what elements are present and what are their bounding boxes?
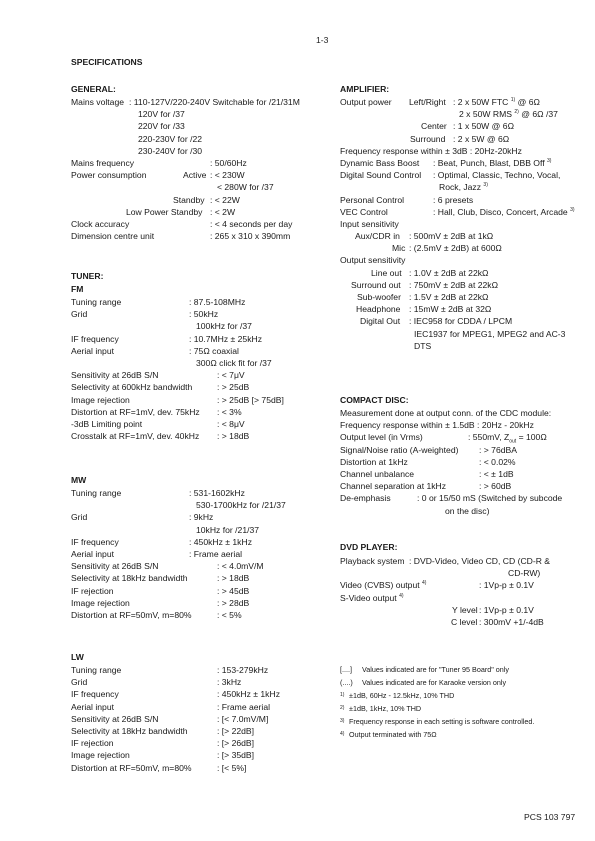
- lw-table: [71, 664, 331, 774]
- spec-sublabel: Line out: [371, 267, 402, 278]
- spec-value: [453, 96, 540, 108]
- spec-label: Output level (in Vrms): [340, 432, 423, 443]
- footnote: [340, 728, 585, 741]
- footnote: [340, 689, 585, 702]
- spec-row: [340, 169, 585, 181]
- spec-label: Playback system: [340, 556, 405, 566]
- spec-sublabel: Surround: [410, 133, 446, 144]
- compact-disc-table: [340, 407, 585, 517]
- spec-label: Frequency response within ± 3dB : 20Hz-20kHz: [340, 145, 522, 156]
- spec-row: [340, 303, 585, 315]
- footnote-marker: 3): [547, 158, 552, 165]
- spec-row: [340, 218, 585, 230]
- spec-row: [71, 572, 331, 584]
- spec-value: : 87.5-108MHz: [189, 297, 246, 307]
- spec-label: Crosstalk at RF=1mV, dev. 40kHz: [71, 431, 200, 442]
- spec-label: [340, 579, 426, 591]
- spec-value: : (2.5mV ± 2dB) at 600Ω: [409, 243, 502, 254]
- mw-heading: MW: [71, 475, 87, 485]
- spec-value: : 1Vp-p ± 0.1V: [479, 580, 534, 591]
- spec-row: [71, 308, 331, 320]
- spec-value: : 1Vp-p ± 0.1V: [479, 604, 534, 615]
- spec-row: [340, 133, 585, 145]
- spec-value: : > 76dBA: [479, 444, 517, 455]
- spec-row: [71, 499, 331, 511]
- spec-sublabel: Low Power Standby: [126, 206, 203, 217]
- spec-row: [71, 548, 331, 560]
- spec-row: [340, 480, 585, 492]
- footnote: [340, 676, 585, 689]
- value-text: : 550mV, Z: [468, 432, 510, 443]
- footnote-text: Values indicated are for Karaoke version only: [362, 678, 507, 687]
- footer-doc-number: PCS 103 797: [524, 812, 576, 822]
- value-text: = 100Ω: [516, 432, 547, 443]
- spec-value: : 6 presets: [433, 194, 474, 205]
- spec-label: Channel unbalance: [340, 468, 415, 479]
- spec-label: Frequency response within ± 1.5dB : 20Hz - 20kHz: [340, 420, 534, 431]
- footnote-marker: 4): [422, 580, 427, 587]
- spec-row: [71, 597, 331, 609]
- spec-sublabel: Surround out: [351, 279, 401, 290]
- spec-row: [71, 749, 331, 761]
- spec-row: [71, 664, 331, 676]
- spec-label: Image rejection: [71, 750, 130, 761]
- value-text: @ 6Ω /37: [518, 109, 558, 120]
- spec-row: [340, 242, 585, 254]
- spec-row: [71, 713, 331, 725]
- spec-label: Tuning range: [71, 488, 122, 498]
- general-heading: GENERAL:: [71, 84, 116, 94]
- spec-row: [71, 108, 331, 120]
- doc-title: SPECIFICATIONS: [71, 57, 143, 67]
- spec-value: : 500mV ± 2dB at 1kΩ: [409, 231, 494, 242]
- spec-label: Selectivity at 600kHz bandwidth: [71, 382, 193, 393]
- spec-row: [71, 169, 331, 181]
- spec-value: : 750mV ± 2dB at 22kΩ: [409, 279, 499, 290]
- spec-value: CD-RW): [508, 568, 541, 579]
- page-number: 1-3: [316, 35, 329, 45]
- spec-label: VEC Control: [340, 206, 388, 217]
- spec-value: : 3kHz: [217, 677, 242, 688]
- spec-value: : IEC958 for CDDA / LPCM: [409, 316, 513, 327]
- spec-label: Grid: [71, 309, 88, 320]
- footnote: [340, 663, 585, 676]
- value-text: Rock, Jazz: [439, 182, 484, 193]
- spec-sublabel: C level: [451, 616, 478, 627]
- spec-label: Input sensitivity: [340, 218, 399, 229]
- amplifier-table: [340, 96, 585, 352]
- spec-label: IF rejection: [71, 585, 114, 596]
- label-text: S-Video output: [340, 592, 400, 603]
- spec-label: IF frequency: [71, 536, 119, 547]
- spec-value: : > 28dB: [217, 597, 250, 608]
- spec-row: [71, 120, 331, 132]
- spec-sublabel: Digital Out: [360, 316, 401, 327]
- spec-row: [340, 444, 585, 456]
- spec-label: Aerial input: [71, 345, 114, 356]
- spec-row: [71, 725, 331, 737]
- spec-row: [71, 157, 331, 169]
- spec-row: [340, 230, 585, 242]
- spec-row: [71, 609, 331, 621]
- spec-value: : < 8μV: [217, 418, 245, 429]
- spec-value: : [> 35dB]: [217, 750, 255, 761]
- spec-value: 300Ω click fit for /37: [196, 357, 272, 368]
- spec-value: on the disc): [445, 505, 490, 516]
- spec-value: 530-1700kHz for /21/37: [196, 500, 286, 511]
- spec-row: [71, 206, 331, 218]
- footnote: [340, 715, 585, 728]
- spec-value: : > 45dB: [217, 585, 250, 596]
- spec-label: De-emphasis: [340, 493, 391, 504]
- spec-value: : < 7μV: [217, 370, 245, 381]
- dvd-player-heading: DVD PLAYER:: [340, 542, 398, 552]
- spec-value: < 280W for /37: [217, 182, 274, 193]
- spec-row: [340, 419, 585, 431]
- spec-label: Distortion at RF=50mV, m=80%: [71, 609, 192, 620]
- spec-value: : 50kHz: [189, 309, 219, 320]
- spec-label: Dynamic Bass Boost: [340, 157, 420, 168]
- spec-value: 100kHz for /37: [196, 321, 252, 332]
- lw-heading: LW: [71, 652, 84, 662]
- spec-row: [71, 369, 331, 381]
- spec-row: [340, 407, 585, 419]
- spec-row: [71, 487, 331, 499]
- spec-row: [340, 96, 585, 108]
- spec-value: : 531-1602kHz: [189, 488, 245, 498]
- spec-value: : Frame aerial: [189, 548, 243, 559]
- value-text: : 2 x 50W FTC: [453, 97, 511, 107]
- spec-sublabel: Mic: [392, 243, 406, 254]
- spec-label: Sensitivity at 26dB S/N: [71, 561, 159, 572]
- spec-label: Aerial input: [71, 701, 114, 712]
- spec-label: Tuning range: [71, 297, 122, 307]
- fm-table: [71, 296, 331, 442]
- spec-row: [340, 616, 585, 628]
- spec-row: [71, 524, 331, 536]
- spec-row: [71, 394, 331, 406]
- spec-value: : 75Ω coaxial: [189, 345, 239, 356]
- spec-value: [439, 181, 488, 193]
- footnote-text: ±1dB, 60Hz - 12.5kHz, 10% THD: [349, 691, 455, 700]
- spec-row: [340, 492, 585, 504]
- value-text: 2 x 50W RMS: [459, 109, 515, 120]
- spec-label: [340, 592, 404, 604]
- footnote-text: ±1dB, 1kHz, 10% THD: [349, 704, 422, 713]
- spec-row: [71, 688, 331, 700]
- spec-row: [340, 267, 585, 279]
- footnote-marker: 1): [510, 97, 516, 104]
- compact-disc-heading: COMPACT DISC:: [340, 395, 409, 405]
- spec-value: : 0 or 15/50 mS (Switched by subcode: [417, 493, 563, 504]
- fm-heading: FM: [71, 284, 84, 294]
- spec-sublabel: Standby: [173, 194, 205, 205]
- spec-value: : 50/60Hz: [210, 157, 247, 168]
- spec-value: : < 22W: [210, 194, 240, 205]
- spec-row: [340, 340, 585, 352]
- spec-value: [433, 206, 575, 218]
- footnote-text: Frequency response in each setting is software controlled.: [349, 717, 535, 726]
- spec-row: [71, 320, 331, 332]
- spec-value: : > 18dB: [217, 431, 250, 442]
- spec-value: : 2 x 5W @ 6Ω: [453, 133, 510, 144]
- tuner-heading: TUNER:: [71, 271, 104, 281]
- spec-row: [340, 315, 585, 327]
- spec-value: : 9kHz: [189, 512, 214, 523]
- footnote-marker: 2): [514, 109, 519, 116]
- spec-row: [340, 206, 585, 218]
- spec-label: Mains voltage: [71, 97, 125, 107]
- spec-label: Distortion at 1kHz: [340, 456, 408, 467]
- spec-row: [71, 701, 331, 713]
- spec-value: : DVD-Video, Video CD, CD (CD-R &: [409, 556, 551, 566]
- spec-sublabel: Y level: [452, 604, 478, 615]
- spec-label: Power consumption: [71, 170, 147, 181]
- spec-sublabel: Headphone: [356, 304, 401, 315]
- spec-row: [71, 194, 331, 206]
- spec-row: [71, 381, 331, 393]
- spec-row: [340, 279, 585, 291]
- spec-value: : 10.7MHz ± 25kHz: [189, 333, 263, 344]
- spec-row: [71, 96, 331, 108]
- footnote-text: Output terminated with 75Ω: [349, 730, 437, 739]
- spec-value: : [< 5%]: [217, 762, 247, 773]
- general-table: [71, 96, 331, 242]
- footnote-marker: 2): [340, 705, 345, 711]
- spec-row: [71, 357, 331, 369]
- footnotes: [340, 663, 585, 741]
- spec-row: [71, 676, 331, 688]
- spec-row: [340, 505, 585, 517]
- spec-value: : < 4.0mV/M: [217, 561, 264, 572]
- spec-row: [71, 511, 331, 523]
- spec-row: [71, 585, 331, 597]
- spec-label: Output sensitivity: [340, 255, 406, 266]
- spec-label: Image rejection: [71, 597, 130, 608]
- spec-row: [71, 296, 331, 308]
- spec-row: [71, 345, 331, 357]
- label-text: Video (CVBS) output: [340, 580, 423, 591]
- spec-label: Digital Sound Control: [340, 170, 422, 181]
- spec-sublabel: Aux/CDR in: [355, 231, 400, 242]
- spec-value: : 1.5V ± 2dB at 22kΩ: [409, 292, 489, 302]
- spec-value: : 15mW ± 2dB at 32Ω: [409, 304, 492, 315]
- spec-value: : < 3%: [217, 406, 242, 417]
- spec-value: : < ± 1dB: [479, 468, 514, 479]
- spec-value: 10kHz for /21/37: [196, 524, 260, 535]
- spec-value: : < 0.02%: [479, 456, 516, 467]
- spec-row: [71, 737, 331, 749]
- spec-value: : [> 22dB]: [217, 725, 255, 736]
- footnote-marker: 3): [570, 206, 575, 213]
- spec-value: : < 5%: [217, 609, 242, 620]
- spec-label: Personal Control: [340, 194, 405, 205]
- spec-row: [71, 218, 331, 230]
- spec-row: [340, 145, 585, 157]
- footnote-marker: 4): [340, 731, 345, 737]
- spec-label: IF frequency: [71, 333, 119, 344]
- spec-value: : > 18dB: [217, 573, 250, 584]
- spec-row: [71, 406, 331, 418]
- footnote-marker: [....]: [340, 665, 352, 674]
- spec-value: [459, 108, 558, 120]
- footnote-marker: (....): [340, 678, 353, 687]
- spec-label: Mains frequency: [71, 157, 135, 168]
- spec-row: [340, 194, 585, 206]
- spec-value: : < 4 seconds per day: [210, 218, 293, 229]
- subscript: out: [509, 439, 517, 446]
- spec-label: Dimension centre unit: [71, 231, 155, 242]
- spec-row: [340, 604, 585, 616]
- spec-label: IF rejection: [71, 738, 114, 749]
- spec-value: 220-230V for /22: [138, 133, 203, 144]
- spec-row: [71, 333, 331, 345]
- spec-row: [71, 560, 331, 572]
- spec-value: 230-240V for /30: [138, 145, 203, 156]
- spec-label: Tuning range: [71, 665, 122, 675]
- spec-value: : 1 x 50W @ 6Ω: [453, 121, 514, 132]
- spec-value: [468, 431, 547, 446]
- value-text: : Hall, Club, Disco, Concert, Arcade: [433, 206, 571, 217]
- footnote-marker: 4): [399, 592, 404, 599]
- spec-label: Aerial input: [71, 548, 114, 559]
- spec-value: : 300mV +1/-4dB: [479, 616, 544, 627]
- spec-value: : > 25dB: [217, 382, 250, 393]
- footnote-marker: 3): [483, 182, 488, 189]
- value-text: @ 6Ω: [515, 97, 540, 107]
- spec-row: [340, 456, 585, 468]
- footnote-text: Values indicated are for "Tuner 95 Board" only: [362, 665, 509, 674]
- amplifier-heading: AMPLIFIER:: [340, 84, 390, 94]
- spec-label: Channel separation at 1kHz: [340, 481, 447, 492]
- spec-row: [71, 418, 331, 430]
- spec-value: : [> 26dB]: [217, 738, 255, 749]
- spec-label: Sensitivity at 26dB S/N: [71, 713, 159, 724]
- spec-row: [340, 468, 585, 480]
- spec-row: [71, 230, 331, 242]
- footnote: [340, 702, 585, 715]
- spec-value: IEC1937 for MPEG1, MPEG2 and AC-3: [414, 328, 566, 339]
- spec-row: [340, 108, 585, 120]
- spec-label: Selectivity at 18kHz bandwidth: [71, 725, 188, 736]
- spec-row: [71, 181, 331, 193]
- spec-row: [340, 157, 585, 169]
- spec-value: : 1.0V ± 2dB at 22kΩ: [409, 267, 489, 278]
- spec-label: Grid: [71, 512, 88, 523]
- spec-label: Image rejection: [71, 394, 130, 405]
- spec-value: : 110-127V/220-240V Switchable for /21/31M: [129, 97, 300, 107]
- spec-value: [433, 157, 551, 169]
- spec-row: [340, 328, 585, 340]
- value-text: : Beat, Punch, Blast, DBB Off: [433, 157, 548, 168]
- spec-value: : 450kHz ± 1kHz: [189, 536, 252, 547]
- spec-label: Grid: [71, 677, 88, 688]
- spec-row: [71, 762, 331, 774]
- spec-value: : > 60dB: [479, 481, 512, 492]
- dvd-player-table: [340, 555, 585, 628]
- footnote-marker: 3): [340, 718, 345, 724]
- spec-row: [340, 181, 585, 193]
- spec-label: Output power: [340, 97, 392, 107]
- mw-table: [71, 487, 331, 621]
- spec-value: 120V for /37: [138, 109, 185, 120]
- spec-label: Distortion at RF=1mV, dev. 75kHz: [71, 406, 200, 417]
- spec-row: [340, 120, 585, 132]
- spec-label: Sensitivity at 26dB S/N: [71, 370, 159, 381]
- spec-label: -3dB Limiting point: [71, 418, 143, 429]
- spec-row: [340, 592, 585, 604]
- spec-value: 220V for /33: [138, 121, 185, 132]
- spec-row: [71, 133, 331, 145]
- spec-row: [340, 431, 585, 446]
- spec-sublabel: Left/Right: [409, 97, 446, 107]
- spec-value: DTS: [414, 340, 432, 351]
- spec-value: : [< 7.0mV/M]: [217, 713, 269, 724]
- spec-label: Selectivity at 18kHz bandwidth: [71, 573, 188, 584]
- spec-row: [340, 567, 585, 579]
- spec-value: : 450kHz ± 1kHz: [217, 689, 280, 700]
- spec-value: : < 2W: [210, 206, 236, 217]
- spec-sublabel: Center: [421, 121, 447, 132]
- spec-label: Clock accuracy: [71, 218, 130, 229]
- spec-sublabel: Sub-woofer: [357, 292, 401, 302]
- spec-row: [340, 254, 585, 266]
- spec-row: [340, 291, 585, 303]
- spec-row: [340, 579, 585, 591]
- spec-label: Distortion at RF=50mV, m=80%: [71, 762, 192, 773]
- spec-value: : 265 x 310 x 390mm: [210, 231, 291, 242]
- spec-label: IF frequency: [71, 689, 119, 700]
- spec-row: [340, 555, 585, 567]
- spec-label: Measurement done at output conn. of the CDC module:: [340, 408, 552, 418]
- spec-value: : > 25dB [> 75dB]: [217, 394, 284, 405]
- spec-row: [71, 145, 331, 157]
- spec-row: [71, 536, 331, 548]
- spec-value: : Frame aerial: [217, 701, 271, 712]
- spec-row: [71, 430, 331, 442]
- spec-value: : Optimal, Classic, Techno, Vocal,: [433, 170, 561, 181]
- spec-sublabel: Active: [183, 170, 207, 181]
- spec-value: : 153-279kHz: [217, 665, 269, 675]
- spec-value: : < 230W: [210, 170, 245, 181]
- spec-label: Signal/Noise ratio (A-weighted): [340, 444, 459, 455]
- footnote-marker: 1): [340, 692, 345, 698]
